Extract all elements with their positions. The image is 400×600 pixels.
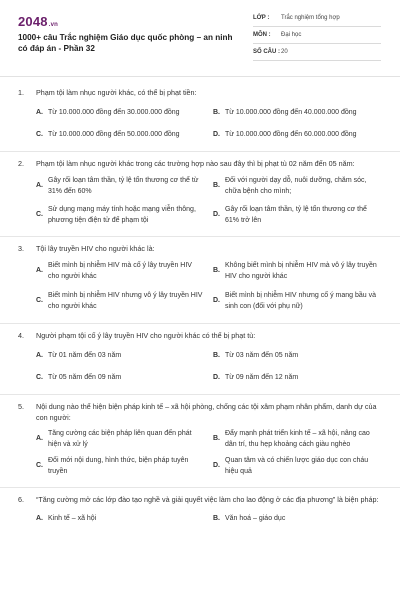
header-divider xyxy=(0,76,400,77)
option-a[interactable] xyxy=(36,176,205,197)
question-number: 6. xyxy=(18,495,24,504)
option-d[interactable] xyxy=(213,373,382,384)
option-c[interactable] xyxy=(36,456,205,477)
option-b[interactable] xyxy=(213,176,382,197)
options xyxy=(18,429,382,477)
option-b[interactable] xyxy=(213,429,382,450)
option-text: Không biết mình bị nhiễm HIV mà vô ý lây truyền HIV cho người khác xyxy=(225,262,377,280)
option-a[interactable] xyxy=(36,429,205,450)
option-b[interactable] xyxy=(213,261,382,282)
question-text-row xyxy=(18,87,382,98)
meta-value: Đại học xyxy=(281,32,302,38)
options xyxy=(18,261,382,312)
option-b[interactable] xyxy=(213,514,382,525)
options xyxy=(18,514,382,525)
question-text-row xyxy=(18,243,382,254)
meta-label: MÔN : xyxy=(253,32,271,38)
option-letter: A. xyxy=(36,352,43,359)
option-c[interactable] xyxy=(36,205,205,226)
exam-meta xyxy=(253,10,381,61)
logo-main: 2048 xyxy=(18,14,48,29)
question-text: Phạm tội làm nhục người khác, có thể bị phạt tiền: xyxy=(36,88,197,97)
option-c[interactable] xyxy=(36,373,205,384)
meta-row-class xyxy=(253,10,381,27)
option-a[interactable] xyxy=(36,514,205,525)
question-number: 4. xyxy=(18,331,24,340)
option-text: Biết mình bị nhiễm HIV nhưng vô ý lây truyền HIV cho người khác xyxy=(48,292,203,310)
option-letter: B. xyxy=(213,515,220,522)
options xyxy=(18,108,382,140)
option-text: Đổi mới nội dung, hình thức, biện pháp tuyên truyền xyxy=(48,457,189,475)
option-text: Văn hoá – giáo dục xyxy=(225,515,286,522)
question-text-row xyxy=(18,494,382,505)
header xyxy=(0,0,400,70)
meta-value: 20 xyxy=(281,49,288,55)
option-a[interactable] xyxy=(36,351,205,362)
option-letter: A. xyxy=(36,435,43,443)
option-letter: D. xyxy=(213,373,220,381)
option-text: Đối với người dạy dỗ, nuôi dưỡng, chăm sóc, chữa bệnh cho mình; xyxy=(225,177,367,195)
question-number: 3. xyxy=(18,244,24,253)
options xyxy=(18,176,382,226)
option-d[interactable] xyxy=(213,291,382,312)
option-text: Kinh tế – xã hội xyxy=(48,515,97,522)
question-text: Tội lây truyền HIV cho người khác là: xyxy=(36,244,155,253)
option-b[interactable] xyxy=(213,351,382,362)
option-text: Từ 05 năm đến 09 năm xyxy=(48,373,122,381)
option-text: Tăng cường các biện pháp liên quan đến phát hiện và xử lý xyxy=(48,430,192,448)
option-letter: C. xyxy=(36,211,43,219)
question-number: 5. xyxy=(18,402,24,411)
option-letter: A. xyxy=(36,182,43,190)
option-letter: C. xyxy=(36,373,43,381)
question-5 xyxy=(0,395,400,487)
option-letter: B. xyxy=(213,182,220,190)
option-text: Từ 10.000.000 đồng đến 30.000.000 đồng xyxy=(48,109,180,116)
option-d[interactable] xyxy=(213,456,382,477)
meta-value: Trắc nghiệm tổng hợp xyxy=(281,15,340,21)
question-3 xyxy=(0,237,400,323)
option-letter: B. xyxy=(213,435,220,443)
question-1 xyxy=(0,82,400,151)
question-text: Nội dung nào thể hiện biện pháp kinh tế – xã hội phòng, chống các tội xâm phạm nhân phẩm, danh dự của con người: xyxy=(36,402,377,422)
option-text: Biết mình bị nhiễm HIV mà cố ý lây truyền HIV cho người khác xyxy=(48,262,192,280)
option-letter: C. xyxy=(36,130,43,138)
question-text-row xyxy=(18,330,382,341)
option-text: Từ 10.000.000 đồng đến 50.000.000 đồng xyxy=(48,130,180,138)
option-text: Gây rối loạn tâm thần, tỷ lệ tổn thương cơ thể 61% trở lên xyxy=(225,206,367,224)
option-letter: A. xyxy=(36,515,43,522)
question-number: 1. xyxy=(18,88,24,97)
option-text: Từ 01 năm đến 03 năm xyxy=(48,352,122,359)
option-text: Từ 03 năm đến 05 năm xyxy=(225,352,299,359)
option-letter: B. xyxy=(213,267,220,275)
option-letter: D. xyxy=(213,297,220,305)
option-a[interactable] xyxy=(36,108,205,119)
option-text: Quan tâm và có chiến lược giáo dục con cháu hiệu quả xyxy=(225,457,369,475)
option-text: Gây rối loạn tâm thần, tỷ lệ tổn thương cơ thể từ 31% đến 60% xyxy=(48,177,199,195)
option-b[interactable] xyxy=(213,108,382,119)
option-letter: D. xyxy=(213,462,220,470)
option-text: Từ 10.000.000 đồng đến 60.000.000 đồng xyxy=(225,130,357,138)
meta-label: SỐ CÂU : xyxy=(253,49,280,55)
option-letter: C. xyxy=(36,297,43,305)
meta-row-subject xyxy=(253,27,381,44)
meta-row-count xyxy=(253,44,381,61)
meta-label: LỚP : xyxy=(253,15,270,21)
option-letter: D. xyxy=(213,211,220,219)
question-text-row xyxy=(18,158,382,169)
option-c[interactable] xyxy=(36,291,205,312)
question-text-row xyxy=(18,401,382,423)
option-text: Từ 09 năm đến 12 năm xyxy=(225,373,299,381)
question-2 xyxy=(0,152,400,236)
question-list xyxy=(0,82,400,531)
question-6 xyxy=(0,488,400,531)
option-text: Biết mình bị nhiễm HIV nhưng cố ý mang bầu và sinh con (đối với phụ nữ) xyxy=(225,292,376,310)
option-c[interactable] xyxy=(36,130,205,141)
option-a[interactable] xyxy=(36,261,205,282)
question-text: “Tăng cường mở các lớp đào tạo nghề và giải quyết việc làm cho lao động ở các địa phương” là biện pháp: xyxy=(36,495,379,504)
option-text: Đẩy mạnh phát triển kinh tế – xã hội, nâng cao dân trí, thu hẹp khoảng cách giàu nghèo xyxy=(225,430,370,448)
question-text: Phạm tội làm nhục người khác trong các trường hợp nào sau đây thì bị phạt tù 02 năm đến 05 năm: xyxy=(36,159,355,168)
question-text: Người phạm tội cố ý lây truyền HIV cho người khác có thể bị phạt tù: xyxy=(36,331,256,340)
option-text: Từ 10.000.000 đồng đến 40.000.000 đồng xyxy=(225,109,357,116)
question-4 xyxy=(0,324,400,394)
options xyxy=(18,351,382,383)
option-d[interactable] xyxy=(213,130,382,141)
option-letter: A. xyxy=(36,109,43,116)
option-d[interactable] xyxy=(213,205,382,226)
option-letter: A. xyxy=(36,267,43,275)
question-number: 2. xyxy=(18,159,24,168)
option-text: Sử dụng mạng máy tính hoặc mạng viễn thông, phương tiện điện tử để phạm tội xyxy=(48,206,196,224)
option-letter: B. xyxy=(213,109,220,116)
page-title: 1000+ câu Trắc nghiệm Giáo dục quốc phòng – an ninh có đáp án - Phần 32 xyxy=(18,33,233,53)
option-letter: D. xyxy=(213,130,220,138)
option-letter: C. xyxy=(36,462,43,470)
option-letter: B. xyxy=(213,352,220,359)
site-logo[interactable] xyxy=(18,14,58,29)
logo-suffix: .vn xyxy=(48,22,59,28)
